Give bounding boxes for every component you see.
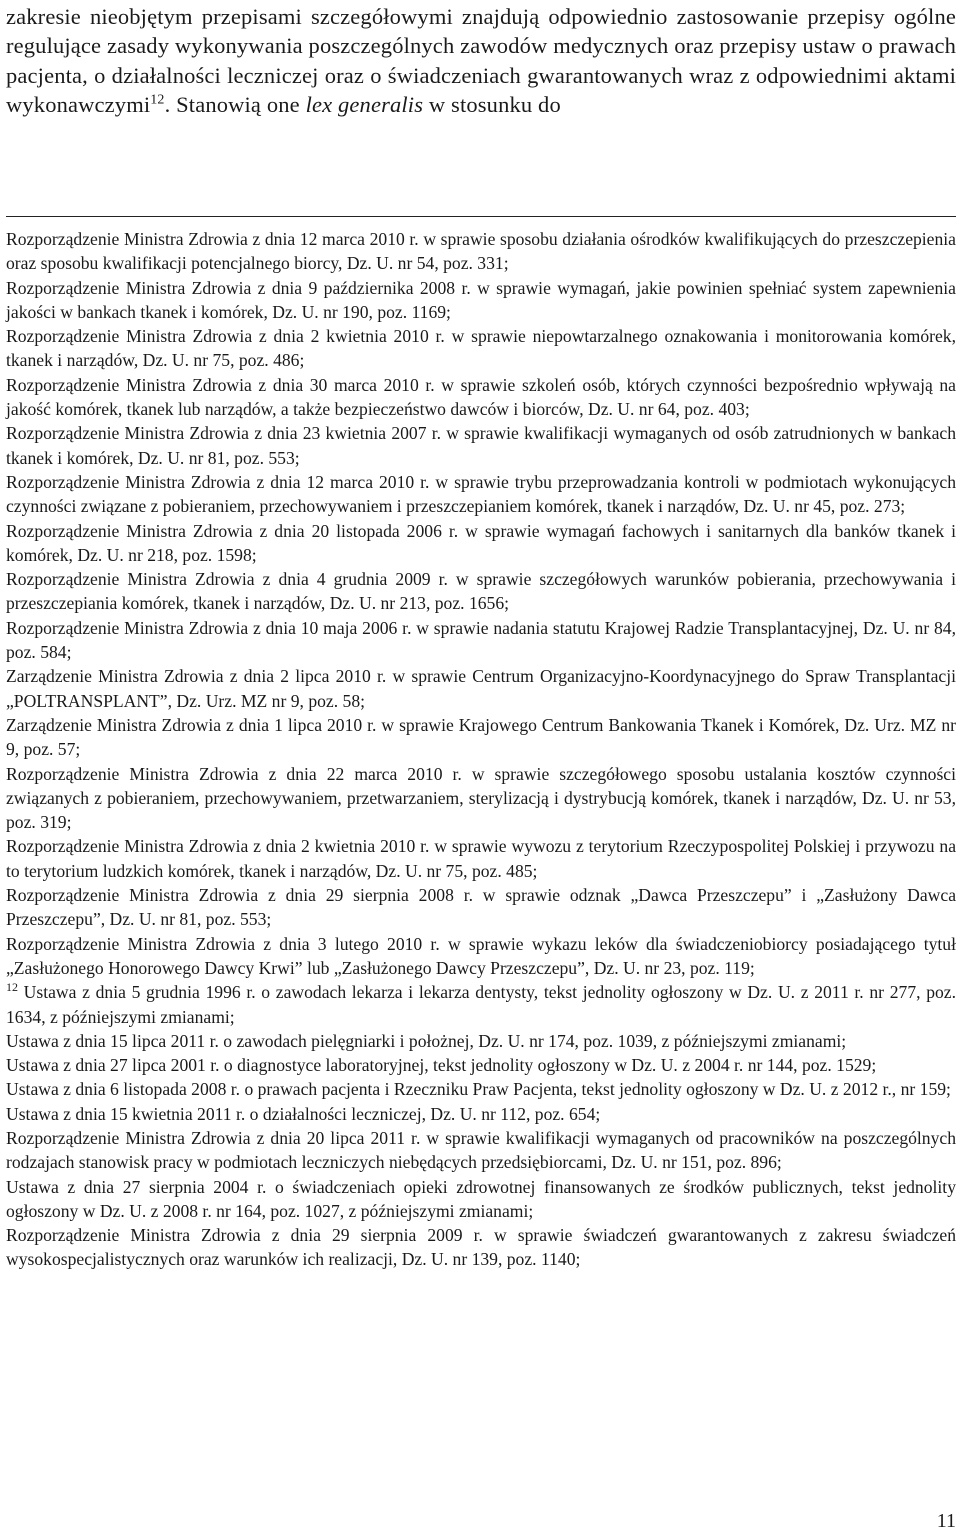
main-text-cont: . Stanowią one	[164, 92, 306, 118]
footnote-entry: Ustawa z dnia 27 sierpnia 2004 r. o świadczeniach opieki zdrowotnej finansowanych ze środków publicznych, tekst jednolity ogłoszony w Dz. U. z 2008 r. nr 164, poz. 1027, z późniejszymi zmianami;	[6, 1176, 956, 1221]
footnote-entry: Zarządzenie Ministra Zdrowia z dnia 1 lipca 2010 r. w sprawie Krajowego Centrum Bankowania Tkanek i Komórek, Dz. Urz. MZ nr 9, poz. 57;	[6, 714, 956, 760]
footnote-entry: Rozporządzenie Ministra Zdrowia z dnia 23 kwietnia 2007 r. w sprawie kwalifikacji wymaganych od osób zatrudnionych w bankach tkanek i komórek, Dz. U. nr 81, poz. 553;	[6, 423, 956, 468]
footnote-12-text: Ustawa z dnia 5 grudnia 1996 r. o zawodach lekarza i lekarza dentysty, tekst jednolity ogłoszony w Dz. U. z 2011 r. nr 277, poz. 1634, z późniejszymi zmianami;	[6, 982, 956, 1027]
footnote-entry: Rozporządzenie Ministra Zdrowia z dnia 20 lipca 2011 r. w sprawie kwalifikacji wymaganych od pracowników na poszczególnych rodzajach stanowisk pracy w podmiotach leczniczych niebędących przedsiębiorcami, Dz. U. nr 151, poz. 896;	[6, 1127, 956, 1173]
footnote-entry: Rozporządzenie Ministra Zdrowia z dnia 30 marca 2010 r. w sprawie szkoleń osób, których czynności bezpośrednio wpływają na jakość komórek, tkanek lub narządów, a także bezpieczeństwo dawców i biorców, Dz. U. nr 64, poz. 403;	[6, 374, 956, 420]
footnote-marker-12: 12	[6, 980, 18, 995]
main-text: zakresie nieobjętym przepisami szczegółowymi znajdują odpowiednio zastosowanie przepisy ogólne regulujące zasady wykonywania poszczególnych zawodów medycznych oraz przepisy ustaw o prawach pacjenta, o działalności leczniczej oraz o świadczeniach gwarantowanych wraz z odpowiednimi aktami wykonawczymi	[6, 4, 956, 118]
footnote-entry: Ustawa z dnia 27 lipca 2001 r. o diagnostyce laboratoryjnej, tekst jednolity ogłoszony w Dz. U. z 2004 r. nr 144, poz. 1529;	[6, 1055, 877, 1076]
footnote-entry: Rozporządzenie Ministra Zdrowia z dnia 29 sierpnia 2009 r. w sprawie świadczeń gwarantowanych z zakresu świadczeń wysokospecjalistycznych oraz warunków ich realizacji, Dz. U. nr 139, poz. 1140;	[6, 1225, 956, 1270]
footnote-entry: Rozporządzenie Ministra Zdrowia z dnia 9 października 2008 r. w sprawie wymagań, jakie powinien spełniać system zapewnienia jakości w bankach tkanek i komórek, Dz. U. nr 190, poz. 1169;	[6, 277, 956, 322]
footnote-entry: Rozporządzenie Ministra Zdrowia z dnia 3 lutego 2010 r. w sprawie wykazu leków dla świadczeniobiorcy posiadającego tytuł „Zasłużonego Honorowego Dawcy Krwi” lub „Zasłużonego Dawcy Przeszczepu”, Dz. U. nr 23, poz. 119;	[6, 933, 956, 978]
footnote-12	[6, 980, 956, 1029]
footnote-reference-12: 12	[150, 92, 165, 108]
footnote-entry: Rozporządzenie Ministra Zdrowia z dnia 22 marca 2010 r. w sprawie szczegółowego sposobu ustalania kosztów czynności związanych z pobieraniem, przechowywaniem, przetwarzaniem, sterylizacją i dystrybucją komórek, tkanek i narządów, Dz. U. nr 53, poz. 319;	[6, 763, 956, 833]
main-text-end: w stosunku do	[423, 92, 561, 118]
footnote-separator	[6, 216, 956, 217]
footnote-entry: Zarządzenie Ministra Zdrowia z dnia 2 lipca 2010 r. w sprawie Centrum Organizacyjno-Koordynacyjnego do Spraw Transplantacji „POLTRANSPLANT”, Dz. Urz. MZ nr 9, poz. 58;	[6, 666, 956, 711]
italic-term: lex generalis	[305, 92, 424, 118]
footnotes-section	[6, 227, 956, 1272]
footnote-entry: Rozporządzenie Ministra Zdrowia z dnia 20 listopada 2006 r. w sprawie wymagań fachowych i sanitarnych dla banków tkanek i komórek, Dz. U. nr 218, poz. 1598;	[6, 520, 956, 565]
main-paragraph	[6, 2, 956, 120]
footnote-entry: Rozporządzenie Ministra Zdrowia z dnia 10 maja 2006 r. w sprawie nadania statutu Krajowej Radzie Transplantacyjnej, Dz. U. nr 84, poz. 584;	[6, 617, 956, 663]
footnote-entry: Rozporządzenie Ministra Zdrowia z dnia 12 marca 2010 r. w sprawie trybu przeprowadzania kontroli w podmiotach wykonujących czynności związane z pobieraniem, przechowywaniem i przeszczepianiem komórek, tkanek i narządów, Dz. U. nr 45, poz. 273;	[6, 471, 956, 517]
footnote-entry: Rozporządzenie Ministra Zdrowia z dnia 2 kwietnia 2010 r. w sprawie niepowtarzalnego oznakowania i monitorowania komórek, tkanek i narządów, Dz. U. nr 75, poz. 486;	[6, 326, 956, 371]
footnote-entry: Ustawa z dnia 15 kwietnia 2011 r. o działalności leczniczej, Dz. U. nr 112, poz. 654;	[6, 1103, 601, 1124]
footnote-entry: Ustawa z dnia 6 listopada 2008 r. o prawach pacjenta i Rzeczniku Praw Pacjenta, tekst jednolity ogłoszony w Dz. U. z 2012 r., nr 159;	[6, 1079, 951, 1100]
footnote-entry: Rozporządzenie Ministra Zdrowia z dnia 4 grudnia 2009 r. w sprawie szczegółowych warunków pobierania, przechowywania i przeszczepiania komórek, tkanek i narządów, Dz. U. nr 213, poz. 1656;	[6, 569, 956, 614]
page-number: 11	[936, 1510, 956, 1532]
footnote-entry: Rozporządzenie Ministra Zdrowia z dnia 29 sierpnia 2008 r. w sprawie odznak „Dawca Przeszczepu” i „Zasłużony Dawca Przeszczepu”, Dz. U. nr 81, poz. 553;	[6, 885, 956, 930]
footnote-entry: Rozporządzenie Ministra Zdrowia z dnia 12 marca 2010 r. w sprawie sposobu działania ośrodków kwalifikujących do przeszczepienia oraz sposobu kwalifikacji potencjalnego biorcy, Dz. U. nr 54, poz. 331;	[6, 229, 956, 274]
footnote-entry: Rozporządzenie Ministra Zdrowia z dnia 2 kwietnia 2010 r. w sprawie wywozu z terytorium Rzeczypospolitej Polskiej i przywozu na to terytorium ludzkich komórek, tkanek i narządów, Dz. U. nr 75, poz. 485;	[6, 836, 956, 881]
footnote-entry: Ustawa z dnia 15 lipca 2011 r. o zawodach pielęgniarki i położnej, Dz. U. nr 174, poz. 1039, z późniejszymi zmianami;	[6, 1030, 847, 1051]
